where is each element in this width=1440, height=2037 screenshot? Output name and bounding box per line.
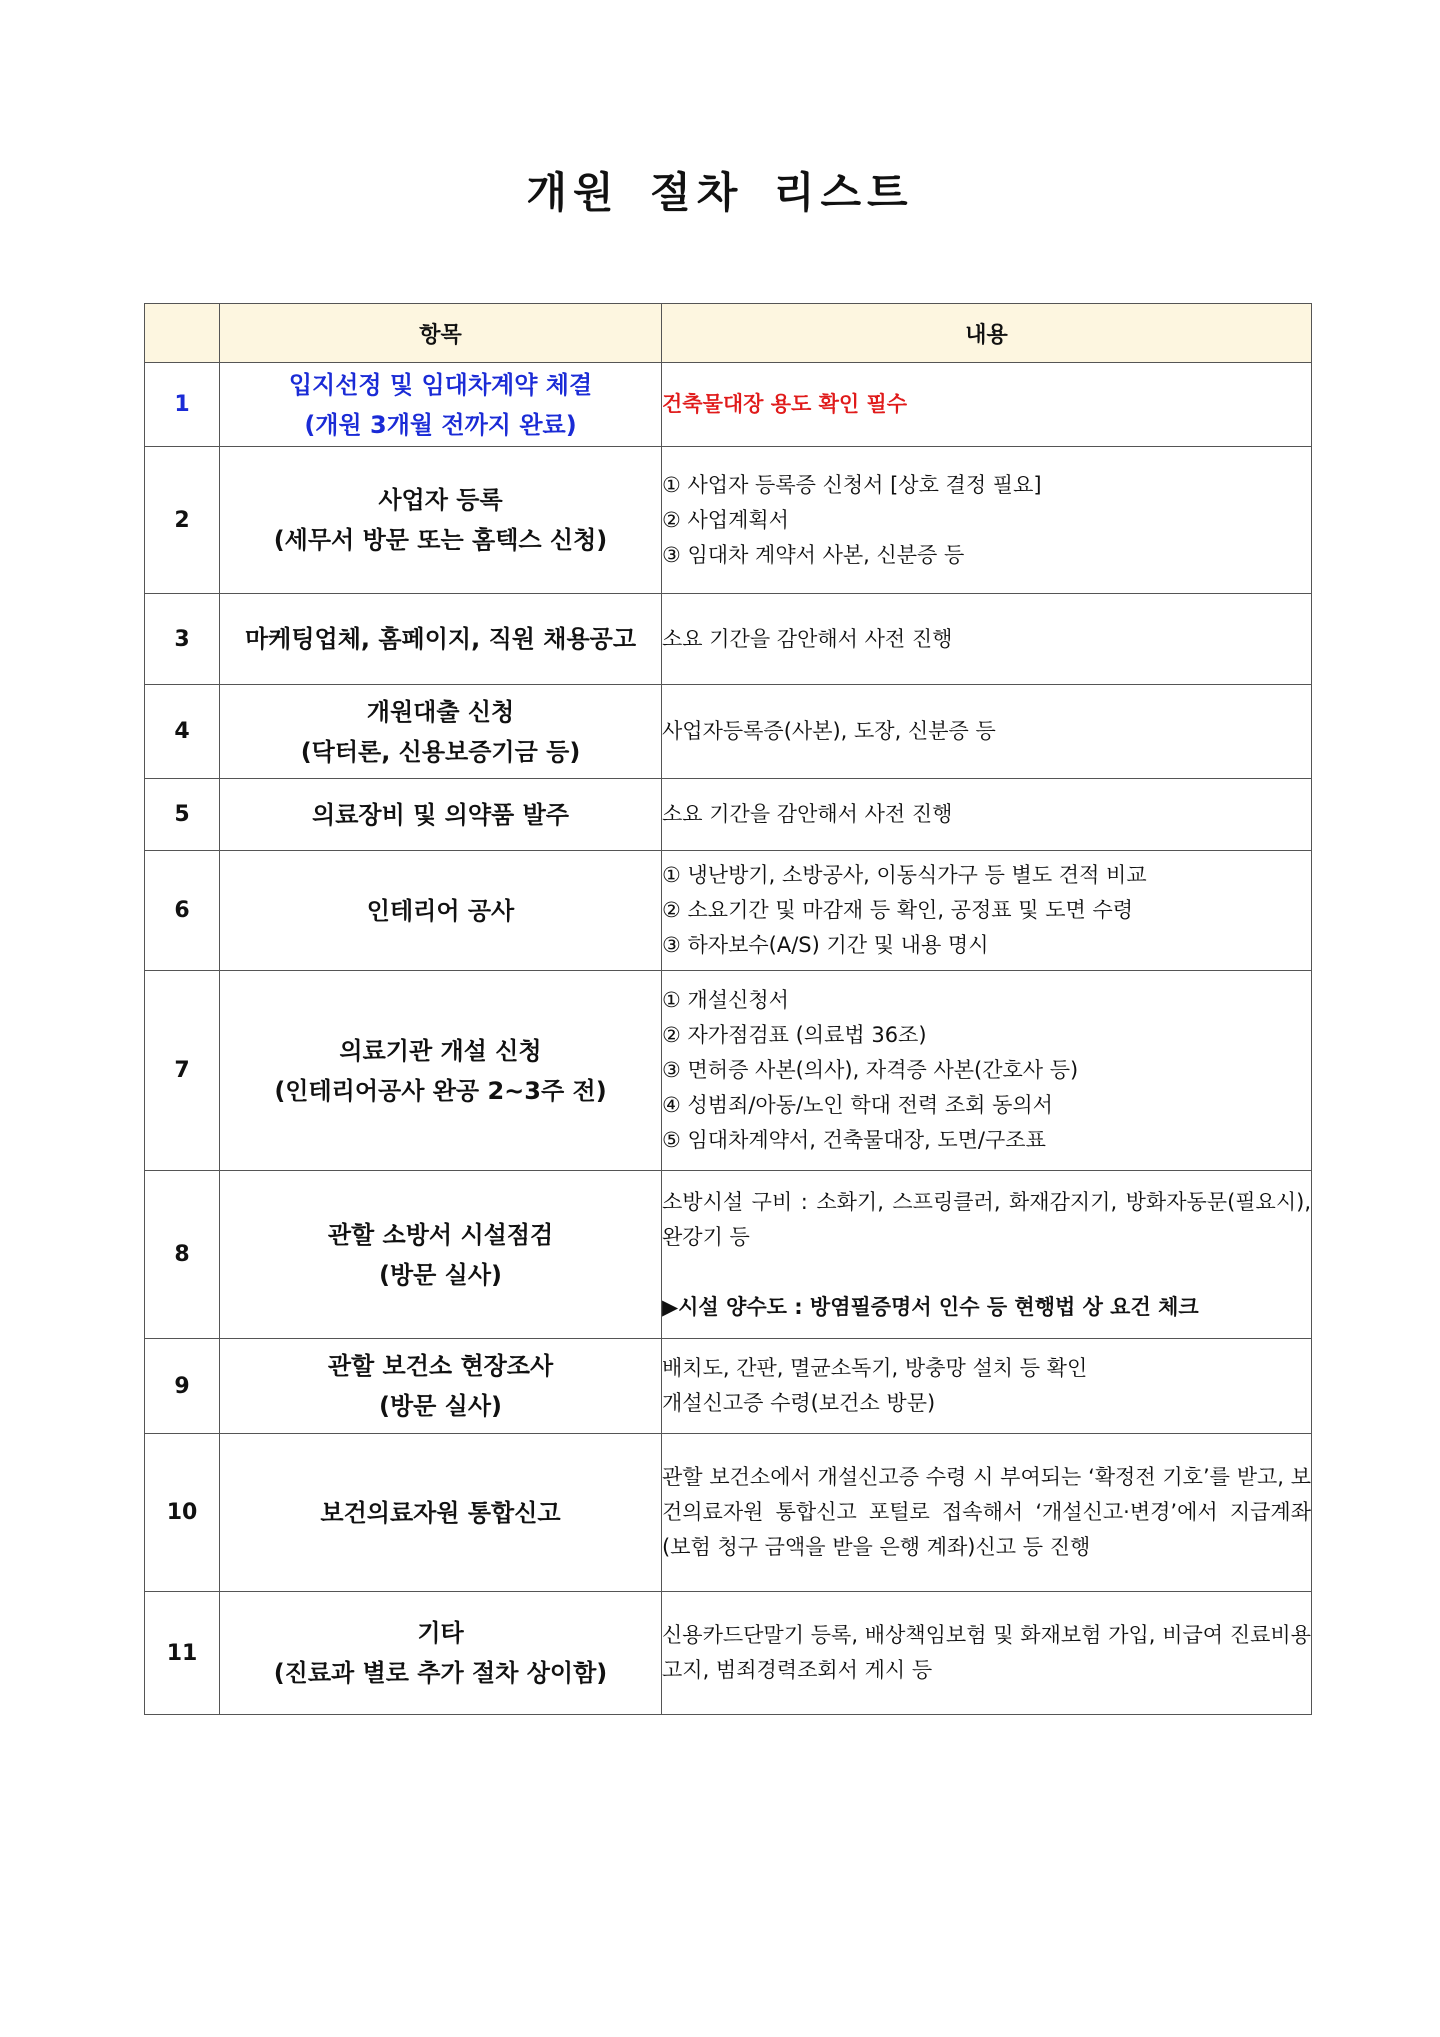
row-content <box>662 594 1312 685</box>
row-item <box>220 1339 662 1434</box>
item-line: 입지선정 및 임대차계약 체결 <box>288 370 593 399</box>
row-number: 8 <box>145 1171 220 1339</box>
content-line: 소방시설 구비 : 소화기, 스프링클러, 화재감지기, 방화자동문(필요시), 완강기 등 <box>662 1189 1311 1249</box>
item-line: (닥터론, 신용보증기금 등) <box>300 737 581 766</box>
row-number: 7 <box>145 971 220 1171</box>
content-line: 배치도, 간판, 멸균소독기, 방충망 설치 등 확인 <box>662 1356 1088 1380</box>
row-number: 2 <box>145 447 220 594</box>
item-line: 기타 <box>417 1619 464 1647</box>
table-row <box>145 1339 1312 1434</box>
row-item <box>220 1434 662 1592</box>
item-line: 개원대출 신청 <box>366 697 515 726</box>
row-content <box>662 1592 1312 1715</box>
header-item: 항목 <box>220 304 662 363</box>
table-row <box>145 851 1312 971</box>
content-line: ② 사업계획서 <box>662 507 789 532</box>
content-line: ③ 면허증 사본(의사), 자격증 사본(간호사 등) <box>662 1058 1079 1082</box>
row-item <box>220 594 662 685</box>
table-row <box>145 1434 1312 1592</box>
table-row <box>145 1592 1312 1715</box>
item-line: (개원 3개월 전까지 완료) <box>304 410 577 439</box>
content-line: ③ 하자보수(A/S) 기간 및 내용 명시 <box>662 933 989 957</box>
row-item <box>220 971 662 1171</box>
row-item <box>220 1171 662 1339</box>
row-item <box>220 851 662 971</box>
item-line: 보건의료자원 통합신고 <box>320 1498 561 1527</box>
row-content <box>662 971 1312 1171</box>
item-line: 마케팅업체, 홈페이지, 직원 채용공고 <box>244 625 637 653</box>
content-line: ① 사업자 등록증 신청서 [상호 결정 필요] <box>662 472 1042 497</box>
row-item <box>220 447 662 594</box>
content-line: ③ 임대차 계약서 사본, 신분증 등 <box>662 542 965 567</box>
table-row <box>145 1171 1312 1339</box>
row-number: 6 <box>145 851 220 971</box>
row-number: 4 <box>145 685 220 779</box>
header-number <box>145 304 220 363</box>
content-line: ① 개설신청서 <box>662 988 789 1012</box>
row-content <box>662 447 1312 594</box>
procedure-table <box>144 303 1312 1715</box>
row-content <box>662 1434 1312 1592</box>
content-line: 개설신고증 수령(보건소 방문) <box>662 1391 936 1415</box>
item-line: 의료장비 및 의약품 발주 <box>312 800 569 829</box>
item-line: 의료기관 개설 신청 <box>339 1036 542 1065</box>
content-line: ④ 성범죄/아동/노인 학대 전력 조회 동의서 <box>662 1093 1053 1117</box>
content-line: ② 자가점검표 (의료법 36조) <box>662 1023 927 1047</box>
row-content <box>662 779 1312 851</box>
item-line: (진료과 별로 추가 절차 상이함) <box>273 1659 608 1687</box>
content-line: 건축물대장 용도 확인 필수 <box>662 392 908 416</box>
content-line: 사업자등록증(사본), 도장, 신분증 등 <box>662 719 996 743</box>
row-number: 5 <box>145 779 220 851</box>
row-content <box>662 1339 1312 1434</box>
table-row <box>145 363 1312 447</box>
item-line: 인테리어 공사 <box>366 896 515 925</box>
row-number: 1 <box>145 363 220 447</box>
table-row <box>145 447 1312 594</box>
table-row <box>145 779 1312 851</box>
header-content: 내용 <box>662 304 1312 363</box>
row-content <box>662 685 1312 779</box>
table-row <box>145 971 1312 1171</box>
content-line: 소요 기간을 감안해서 사전 진행 <box>662 626 953 651</box>
content-note: ▶시설 양수도 : 방염필증명서 인수 등 현행법 상 요건 체크 <box>662 1294 1199 1319</box>
item-line: (세무서 방문 또는 홈텍스 신청) <box>273 526 608 554</box>
item-line: (인테리어공사 완공 2~3주 전) <box>274 1076 607 1105</box>
item-line: (방문 실사) <box>378 1260 503 1289</box>
content-line: 관할 보건소에서 개설신고증 수령 시 부여되는 ‘확정전 기호’를 받고, 보건의료자원 통합신고 포털로 접속해서 ‘개설신고·변경’에서 지급계좌(보험 청구 금액을 받을 은행 계좌)신고 등 진행 <box>662 1465 1311 1559</box>
table-header-row <box>145 304 1312 363</box>
content-line: ② 소요기간 및 마감재 등 확인, 공정표 및 도면 수령 <box>662 898 1134 922</box>
table-row <box>145 685 1312 779</box>
item-line: 사업자 등록 <box>378 486 503 514</box>
content-line: 신용카드단말기 등록, 배상책임보험 및 화재보험 가입, 비급여 진료비용 고지, 범죄경력조회서 게시 등 <box>662 1623 1311 1682</box>
content-spacer <box>662 1255 1311 1290</box>
row-item <box>220 685 662 779</box>
row-item <box>220 363 662 447</box>
item-line: 관할 보건소 현장조사 <box>327 1352 554 1380</box>
row-number: 10 <box>145 1434 220 1592</box>
content-line: ① 냉난방기, 소방공사, 이동식가구 등 별도 견적 비교 <box>662 863 1147 887</box>
table-row <box>145 594 1312 685</box>
row-content <box>662 1171 1312 1339</box>
row-item <box>220 1592 662 1715</box>
row-number: 3 <box>145 594 220 685</box>
row-content <box>662 363 1312 447</box>
item-line: 관할 소방서 시설점검 <box>327 1220 554 1249</box>
page-title: 개원 절차 리스트 <box>526 168 914 217</box>
row-content <box>662 851 1312 971</box>
row-number: 9 <box>145 1339 220 1434</box>
content-line: 소요 기간을 감안해서 사전 진행 <box>662 802 953 826</box>
row-item <box>220 779 662 851</box>
row-number: 11 <box>145 1592 220 1715</box>
item-line: (방문 실사) <box>378 1392 503 1420</box>
content-line: ⑤ 임대차계약서, 건축물대장, 도면/구조표 <box>662 1128 1046 1152</box>
